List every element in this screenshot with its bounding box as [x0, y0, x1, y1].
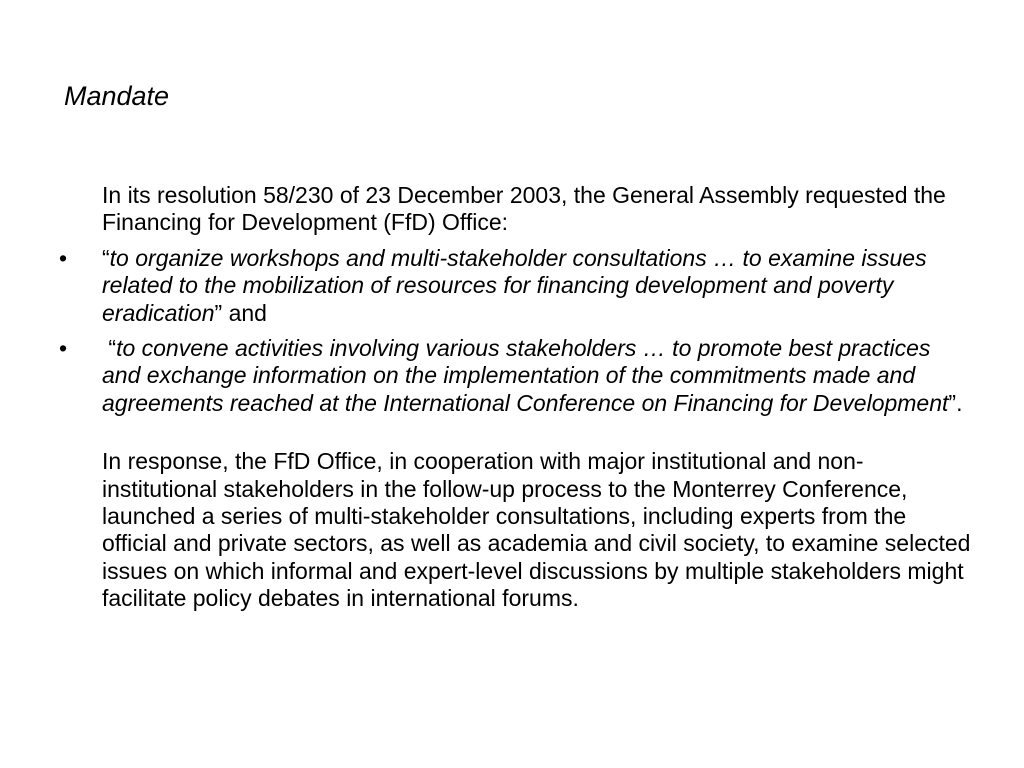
intro-paragraph: In its resolution 58/230 of 23 December 2003, the General Assembly requested the Financing for Development (FfD) Office:: [102, 182, 946, 236]
slide-body: [0, 182, 1024, 613]
slide-title: Mandate: [64, 81, 170, 111]
bullet-open-quote: “: [102, 335, 117, 362]
bullet-marker: •: [59, 244, 68, 271]
bullet-close-text: ” and: [214, 299, 267, 326]
bullet-item-2: [0, 335, 974, 417]
bullet-item-1: [0, 245, 974, 327]
response-paragraph: In response, the FfD Office, in cooperation with major institutional and non-institutional stakeholders in the follow-up process to the Monterrey Conference, launched a series of multi-stakeholder consultations, including experts from the official and private sectors, as well as academia and civil society, to examine selected issues on which informal and expert-level discussions by multiple stakeholders might facilitate policy debates in international forums.: [102, 448, 971, 612]
bullet-quote-text: to organize workshops and multi-stakeholder consultations … to examine issues related to the mobilization of resources for financing development and poverty eradication: [102, 244, 927, 326]
bullet-marker: •: [59, 335, 68, 362]
bullet-close-text: ”.: [948, 389, 963, 416]
bullet-open-quote: “: [102, 244, 110, 271]
paragraph-spacer: [0, 417, 1024, 448]
bullet-quote-text: to convene activities involving various stakeholders … to promote best practices and exchange information on the implementation of the commitments made and agreements reached at the International Conference on Financing for Development: [102, 335, 949, 416]
